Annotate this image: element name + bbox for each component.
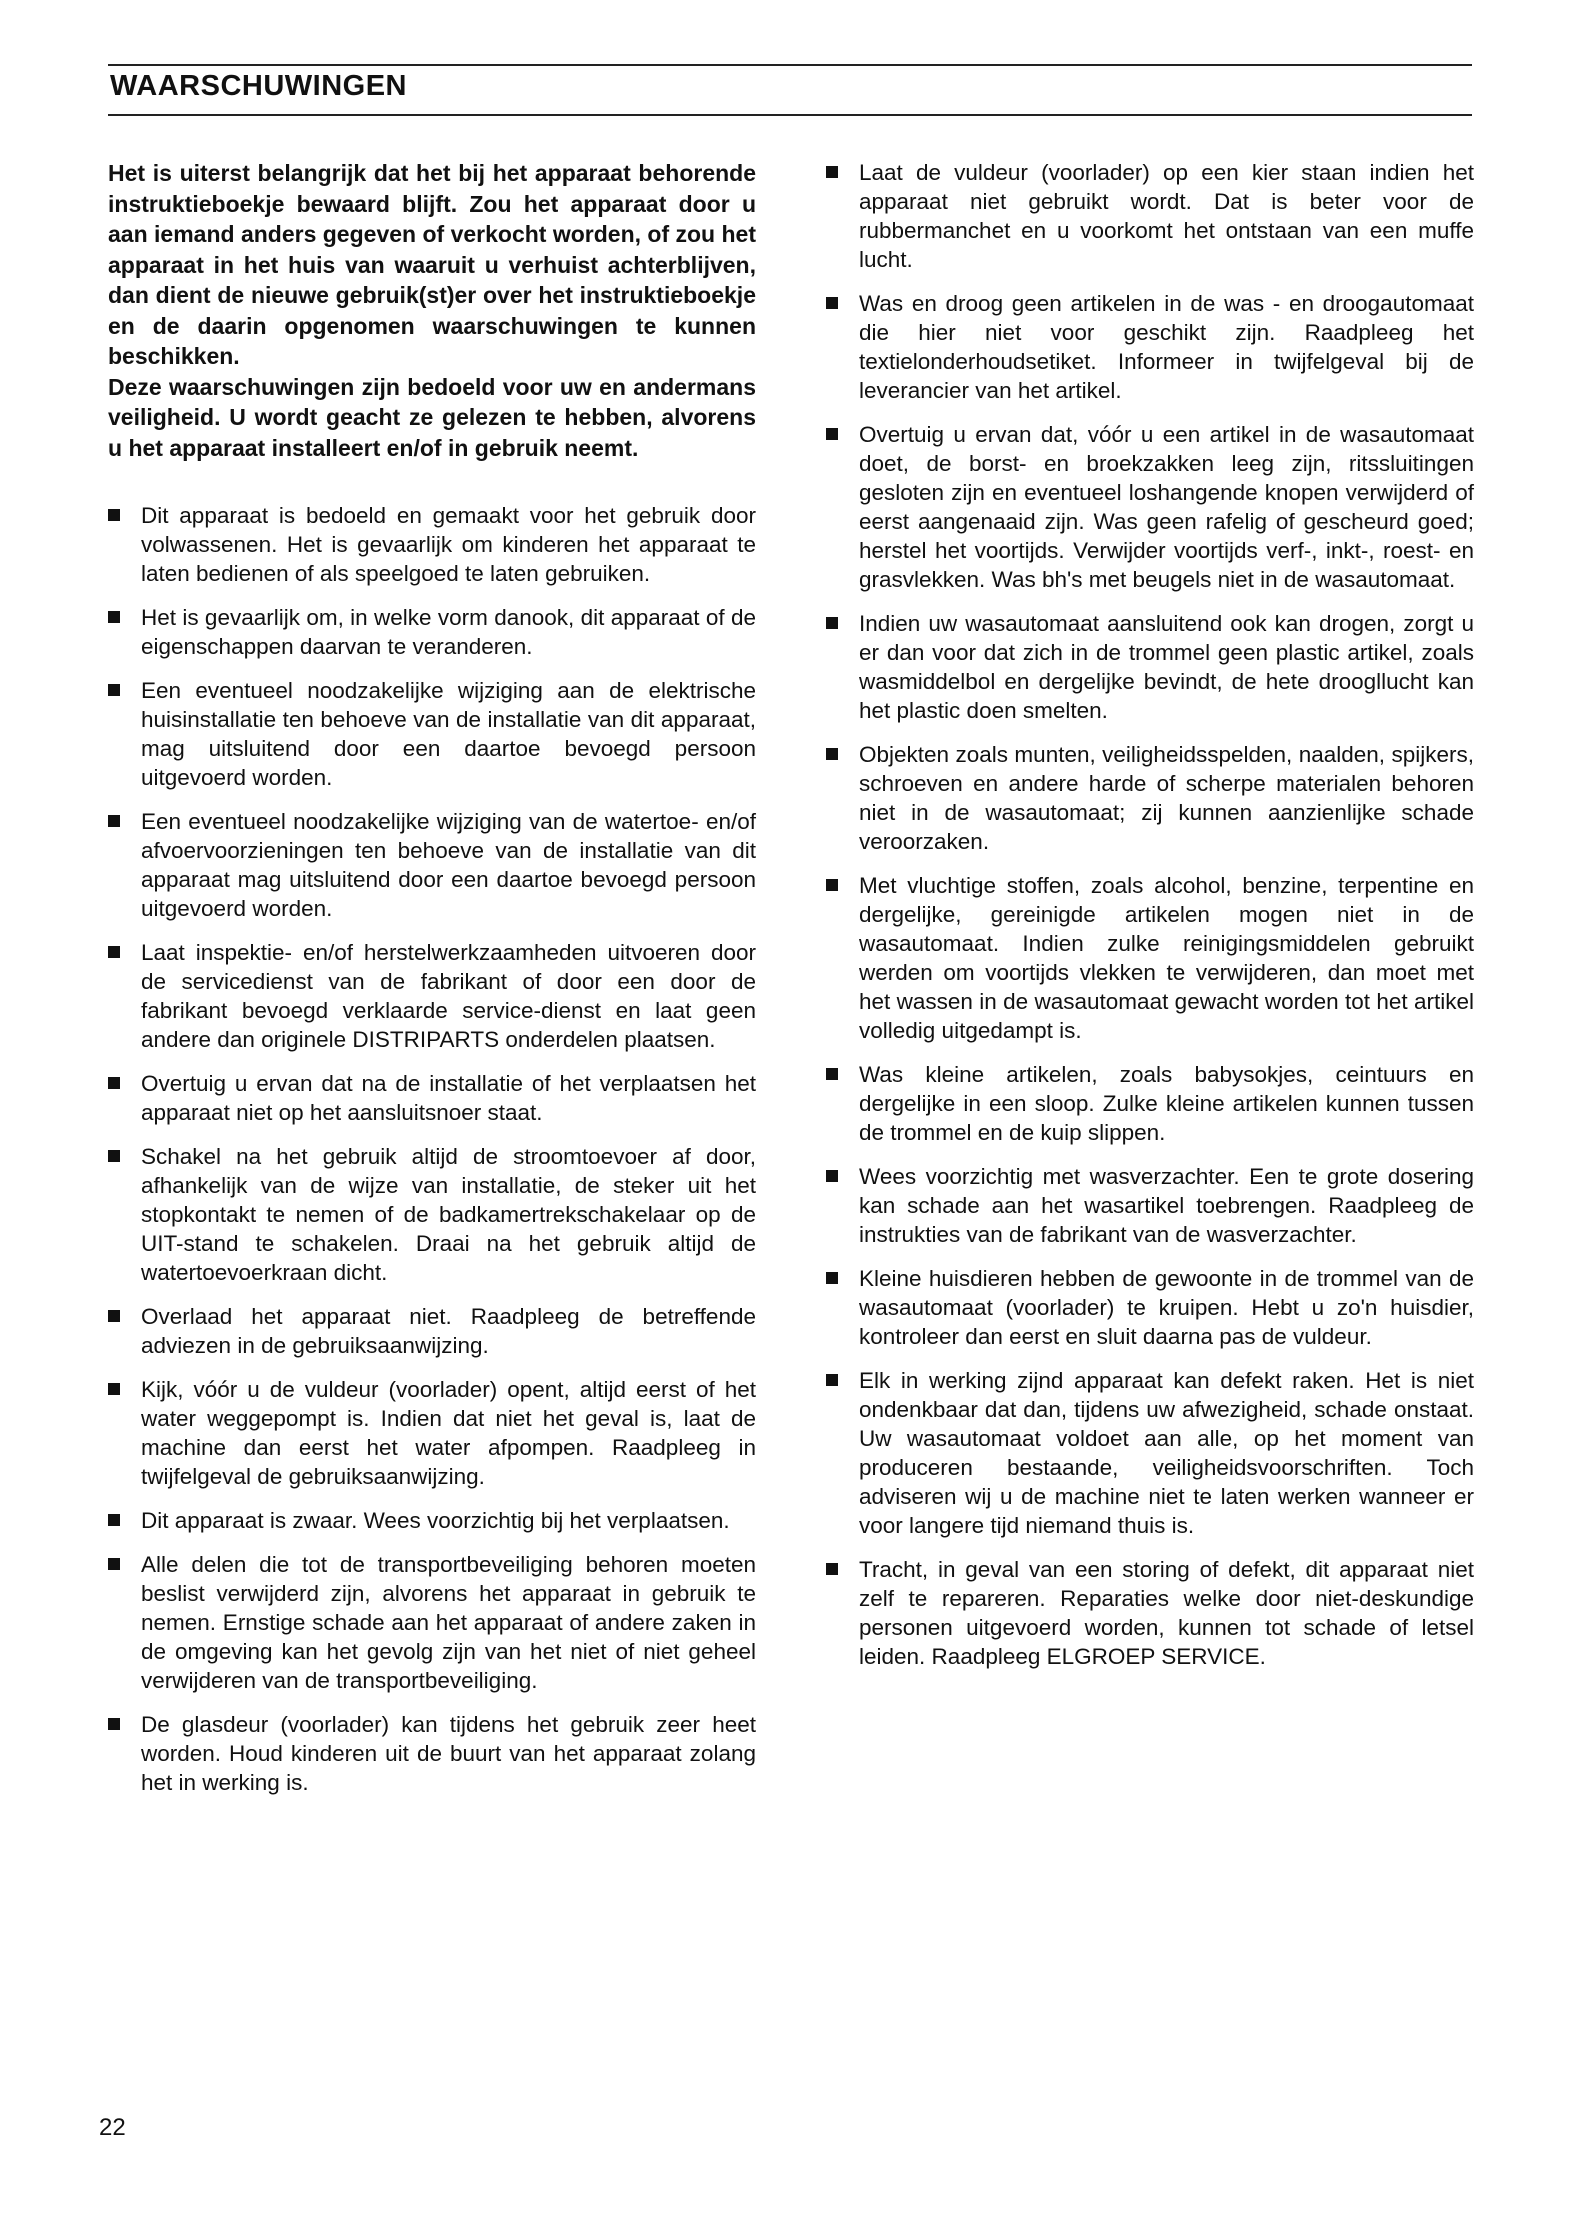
list-item-text: Een eventueel noodzakelijke wijziging van de watertoe- en/of afvoervoorzieningen ten behoeve van de installatie van dit apparaat mag uitsluitend door een daartoe bevoegd persoon uitgevoerd worden. (141, 809, 756, 921)
square-bullet-icon (826, 1068, 838, 1080)
square-bullet-icon (108, 1514, 120, 1526)
list-item (108, 676, 756, 792)
top-rule (108, 64, 1472, 66)
list-item (826, 1264, 1474, 1351)
square-bullet-icon (108, 1310, 120, 1322)
page-number: 22 (99, 2114, 126, 2141)
list-item (108, 1710, 756, 1797)
left-column (108, 158, 756, 1812)
list-item (826, 1162, 1474, 1249)
square-bullet-icon (826, 297, 838, 309)
list-item (108, 1069, 756, 1127)
list-item (826, 289, 1474, 405)
list-item-text: Een eventueel noodzakelijke wijziging aan de elektrische huisinstallatie ten behoeve van de installatie van dit apparaat, mag uitsluitend door een daartoe bevoegd persoon uitgevoerd worden. (141, 678, 756, 790)
list-item-text: Was kleine artikelen, zoals babysokjes, ceintuurs en dergelijke in een sloop. Zulke kleine artikelen kunnen tussen de trommel en de kuip slippen. (859, 1062, 1474, 1145)
list-item (826, 871, 1474, 1045)
list-item-text: Objekten zoals munten, veiligheidsspelden, naalden, spijkers, schroeven en andere harde of scherpe materialen behoren niet in de wasautomaat; zij kunnen aanzienlijke schade veroorzaken. (859, 742, 1474, 854)
list-item (108, 807, 756, 923)
list-item-text: Overtuig u ervan dat na de installatie of het verplaatsen het apparaat niet op het aansluitsnoer staat. (141, 1071, 756, 1125)
list-item-text: Het is gevaarlijk om, in welke vorm danook, dit apparaat of de eigenschappen daarvan te veranderen. (141, 605, 756, 659)
square-bullet-icon (108, 946, 120, 958)
list-item (108, 938, 756, 1054)
square-bullet-icon (826, 1272, 838, 1284)
list-item-text: Kleine huisdieren hebben de gewoonte in de trommel van de wasautomaat (voorlader) te kruipen. Hebt u zo'n huisdier, kontroleer dan eerst en sluit daarna pas de vuldeur. (859, 1266, 1474, 1349)
list-item (826, 1060, 1474, 1147)
square-bullet-icon (108, 509, 120, 521)
list-item-text: Met vluchtige stoffen, zoals alcohol, benzine, terpentine en dergelijke, gereinigde artikelen mogen niet in de wasautomaat. Indien zulke reinigingsmiddelen gebruikt werden om voortijds vlekken te verwijderen, dan moet met het wassen in de wasautomaat gewacht worden tot het artikel volledig uitgedampt is. (859, 873, 1474, 1043)
list-item-text: Overtuig u ervan dat, vóór u een artikel in de wasautomaat doet, de borst- en broekzakken leeg zijn, ritssluitingen gesloten zijn en eventueel loshangende knopen verwijderd of eerst aangenaaid zijn. Was geen rafelig of gescheurd goed; herstel het voortijds. Verwijder voortijds verf-, inkt-, roest- en grasvlekken. Was bh's met beugels niet in de wasautomaat. (859, 422, 1474, 592)
square-bullet-icon (108, 611, 120, 623)
list-item-text: Was en droog geen artikelen in de was - en droogautomaat die hier niet voor geschikt zijn. Raadpleeg het textielonderhoudsetiket. Informeer in twijfelgeval bij de leverancier van het artikel. (859, 291, 1474, 403)
list-item (108, 1302, 756, 1360)
square-bullet-icon (108, 1718, 120, 1730)
list-item (826, 1366, 1474, 1540)
list-item (108, 1142, 756, 1287)
square-bullet-icon (826, 617, 838, 629)
list-item-text: Kijk, vóór u de vuldeur (voorlader) opent, altijd eerst of het water weggepompt is. Indien dat niet het geval is, laat de machine dan eerst het water afpompen. Raadpleeg in twijfelgeval de gebruiksaanwijzing. (141, 1377, 756, 1489)
list-item (108, 1550, 756, 1695)
heading-rule (108, 114, 1472, 116)
list-item (108, 1375, 756, 1491)
list-item-text: Dit apparaat is zwaar. Wees voorzichtig bij het verplaatsen. (141, 1508, 730, 1533)
right-column (826, 158, 1474, 1686)
square-bullet-icon (826, 879, 838, 891)
section-heading: WAARSCHUWINGEN (110, 70, 407, 102)
square-bullet-icon (108, 684, 120, 696)
list-item-text: Wees voorzichtig met wasverzachter. Een te grote dosering kan schade aan het wasartikel toebrengen. Raadpleeg de instrukties van de fabrikant van de wasverzachter. (859, 1164, 1474, 1247)
square-bullet-icon (108, 1383, 120, 1395)
square-bullet-icon (108, 1077, 120, 1089)
square-bullet-icon (826, 166, 838, 178)
list-item-text: Dit apparaat is bedoeld en gemaakt voor het gebruik door volwassenen. Het is gevaarlijk om kinderen het apparaat te laten bedienen of als speelgoed te laten gebruiken. (141, 503, 756, 586)
list-item-text: De glasdeur (voorlader) kan tijdens het gebruik zeer heet worden. Houd kinderen uit de buurt van het apparaat zolang het in werking is. (141, 1712, 756, 1795)
warning-list-right (826, 158, 1474, 1671)
intro-paragraph: Deze waarschuwingen zijn bedoeld voor uw en andermans veiligheid. U wordt geacht ze gelezen te hebben, alvorens u het apparaat installeert en/of in gebruik neemt. (108, 373, 756, 461)
list-item-text: Schakel na het gebruik altijd de stroomtoevoer af door, afhankelijk van de wijze van installatie, de steker uit het stopkontakt te nemen of de badkamertrekschakelaar op de UIT-stand te schakelen. Draai na het gebruik altijd de watertoevoerkraan dicht. (141, 1144, 756, 1285)
square-bullet-icon (826, 1374, 838, 1386)
list-item-text: Overlaad het apparaat niet. Raadpleeg de betreffende adviezen in de gebruiksaanwijzing. (141, 1304, 756, 1358)
list-item-text: Indien uw wasautomaat aansluitend ook kan drogen, zorgt u er dan voor dat zich in de trommel geen plastic artikel, zoals wasmiddelbol en dergelijke bevindt, de hete droogllucht kan het plastic doen smelten. (859, 611, 1474, 723)
list-item (826, 1555, 1474, 1671)
list-item-text: Laat inspektie- en/of herstelwerkzaamheden uitvoeren door de servicedienst van de fabrikant of door een door de fabrikant bevoegd verklaarde service-dienst en laat geen andere dan originele DISTRIPARTS onderdelen plaatsen. (141, 940, 756, 1052)
square-bullet-icon (826, 428, 838, 440)
square-bullet-icon (826, 748, 838, 760)
list-item-text: Laat de vuldeur (voorlader) op een kier staan indien het apparaat niet gebruikt wordt. Dat is beter voor de rubbermanchet en u voorkomt het ontstaan van een muffe lucht. (859, 160, 1474, 272)
list-item-text: Elk in werking zijnd apparaat kan defekt raken. Het is niet ondenkbaar dat dan, tijdens uw afwezigheid, schade onstaat. Uw wasautomaat voldoet aan alle, op het moment van produceren bestaande, veiligheidsvoorschriften. Toch adviseren wij u de machine niet te laten werken wanneer er voor langere tijd niemand thuis is. (859, 1368, 1474, 1538)
list-item (826, 158, 1474, 274)
warning-list-left (108, 501, 756, 1797)
list-item (108, 603, 756, 661)
list-item-text: Tracht, in geval van een storing of defekt, dit apparaat niet zelf te repareren. Reparaties welke door niet-deskundige personen uitgevoerd worden, kunnen tot schade of letsel leiden. Raadpleeg ELGROEP SERVICE. (859, 1557, 1474, 1669)
square-bullet-icon (826, 1563, 838, 1575)
square-bullet-icon (108, 1558, 120, 1570)
list-item (826, 740, 1474, 856)
square-bullet-icon (108, 1150, 120, 1162)
list-item (108, 501, 756, 588)
list-item (826, 609, 1474, 725)
intro-paragraph: Het is uiterst belangrijk dat het bij het apparaat behorende instruktieboekje bewaard blijft. Zou het apparaat door u aan iemand anders gegeven of verkocht worden, of zou het apparaat in het huis van waaruit u verhuist achterblijven, dan dient de nieuwe gebruik(st)er over het instruktieboekje en de daarin opgenomen waarschuwingen te kunnen beschikken. (108, 160, 756, 369)
list-item (826, 420, 1474, 594)
intro-text (108, 158, 756, 463)
square-bullet-icon (108, 815, 120, 827)
square-bullet-icon (826, 1170, 838, 1182)
list-item (108, 1506, 756, 1535)
list-item-text: Alle delen die tot de transportbeveiliging behoren moeten beslist verwijderd zijn, alvorens het apparaat in gebruik te nemen. Ernstige schade aan het apparaat of andere zaken in de omgeving kan het gevolg zijn van het niet of niet geheel verwijderen van de transportbeveiliging. (141, 1552, 756, 1693)
